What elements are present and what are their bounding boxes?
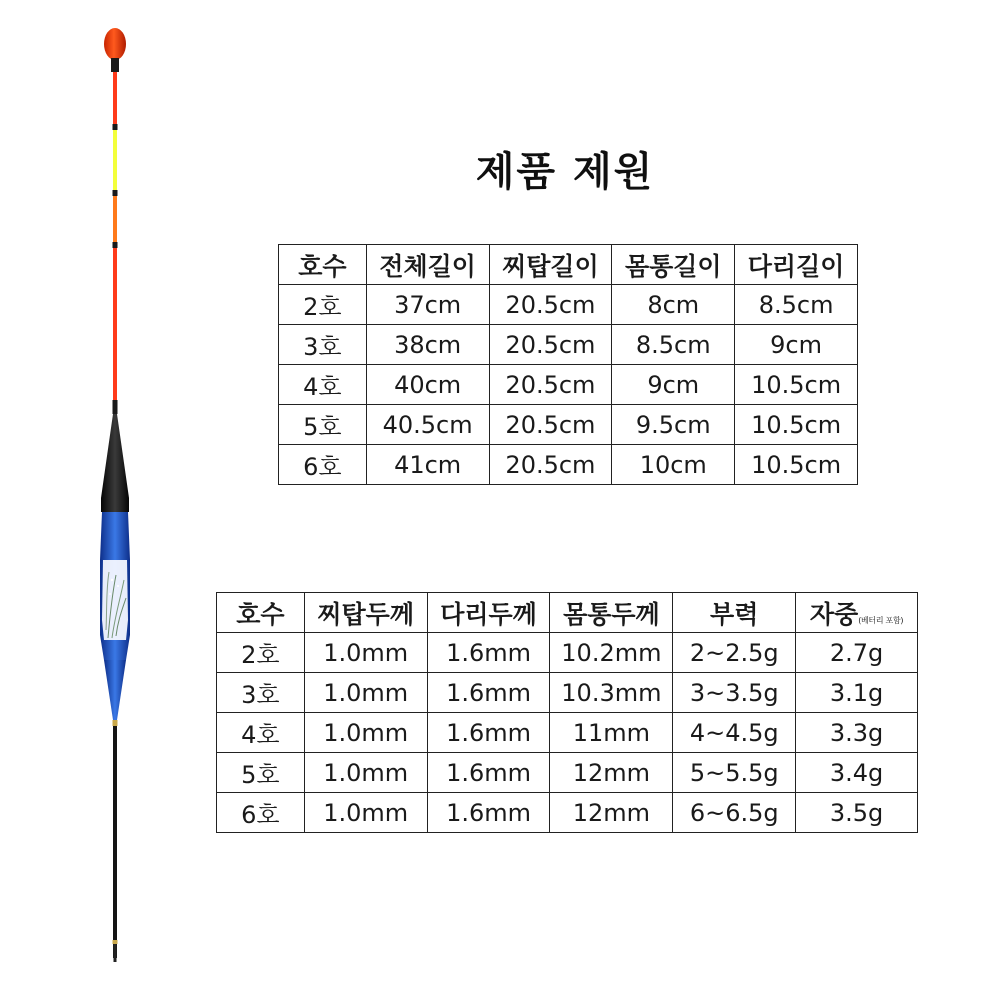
table-cell: 20.5cm bbox=[489, 325, 612, 365]
header-cell: 전체길이 bbox=[366, 245, 489, 285]
table-cell: 40.5cm bbox=[366, 405, 489, 445]
table-cell: 10cm bbox=[612, 445, 735, 485]
header-cell-weight bbox=[796, 593, 918, 633]
length-spec-table bbox=[278, 244, 858, 485]
table-cell: 10.5cm bbox=[735, 405, 858, 445]
table-cell: 1.6mm bbox=[427, 793, 550, 833]
fishing-float-image bbox=[60, 20, 180, 980]
table-cell: 8cm bbox=[612, 285, 735, 325]
table-cell: 1.0mm bbox=[304, 753, 427, 793]
table-cell: 41cm bbox=[366, 445, 489, 485]
table-cell: 10.3mm bbox=[550, 673, 673, 713]
table-cell: 4호 bbox=[279, 365, 367, 405]
stem-orange bbox=[113, 196, 117, 242]
table-row bbox=[217, 793, 918, 833]
table-header-row bbox=[279, 245, 858, 285]
table-cell: 1.0mm bbox=[304, 633, 427, 673]
table-cell: 6~6.5g bbox=[673, 793, 796, 833]
table-cell: 6호 bbox=[217, 793, 305, 833]
table-cell: 3~3.5g bbox=[673, 673, 796, 713]
table-cell: 3.3g bbox=[796, 713, 918, 753]
page-title: 제품 제원 bbox=[475, 149, 655, 195]
table-cell: 4~4.5g bbox=[673, 713, 796, 753]
header-cell: 다리두께 bbox=[427, 593, 550, 633]
table-cell: 9cm bbox=[612, 365, 735, 405]
table-cell: 8.5cm bbox=[612, 325, 735, 365]
float-tip-bulb bbox=[104, 28, 126, 60]
table-cell: 20.5cm bbox=[489, 285, 612, 325]
table-cell: 1.0mm bbox=[304, 673, 427, 713]
header-cell: 부력 bbox=[673, 593, 796, 633]
table-cell: 8.5cm bbox=[735, 285, 858, 325]
header-cell: 몸통길이 bbox=[612, 245, 735, 285]
body-black-cone bbox=[101, 414, 129, 512]
table-cell: 1.6mm bbox=[427, 673, 550, 713]
table-cell: 12mm bbox=[550, 753, 673, 793]
table-cell: 4호 bbox=[217, 713, 305, 753]
table-cell: 10.5cm bbox=[735, 365, 858, 405]
float-leg bbox=[113, 726, 117, 958]
table-cell: 11mm bbox=[550, 713, 673, 753]
stem-red-2 bbox=[113, 248, 117, 400]
table-cell: 20.5cm bbox=[489, 445, 612, 485]
table-cell: 2호 bbox=[217, 633, 305, 673]
stem-red-1 bbox=[113, 72, 117, 124]
stem-yellow bbox=[113, 130, 117, 190]
table-cell: 3.5g bbox=[796, 793, 918, 833]
header-cell: 몸통두께 bbox=[550, 593, 673, 633]
table-cell: 10.5cm bbox=[735, 445, 858, 485]
table-cell: 1.0mm bbox=[304, 793, 427, 833]
table-cell: 37cm bbox=[366, 285, 489, 325]
table-row bbox=[279, 325, 858, 365]
header-cell: 찌탑길이 bbox=[489, 245, 612, 285]
table-row bbox=[217, 633, 918, 673]
body-blue-cone bbox=[104, 660, 126, 720]
weight-header-label: 자중 bbox=[809, 599, 859, 629]
table-cell: 3호 bbox=[217, 673, 305, 713]
table-cell: 1.0mm bbox=[304, 713, 427, 753]
table-cell: 3.1g bbox=[796, 673, 918, 713]
table-cell: 3.4g bbox=[796, 753, 918, 793]
table-cell: 2호 bbox=[279, 285, 367, 325]
table-cell: 9cm bbox=[735, 325, 858, 365]
thickness-spec-table bbox=[216, 592, 918, 833]
table-cell: 1.6mm bbox=[427, 713, 550, 753]
table-row bbox=[217, 753, 918, 793]
table-cell: 2~2.5g bbox=[673, 633, 796, 673]
table-cell: 5호 bbox=[217, 753, 305, 793]
table-cell: 20.5cm bbox=[489, 365, 612, 405]
table-row bbox=[279, 285, 858, 325]
weight-note: (베터리 포함) bbox=[858, 615, 904, 625]
table-cell: 5호 bbox=[279, 405, 367, 445]
table-row bbox=[217, 673, 918, 713]
table-cell: 40cm bbox=[366, 365, 489, 405]
table-cell: 12mm bbox=[550, 793, 673, 833]
table-cell: 20.5cm bbox=[489, 405, 612, 445]
table-header-row bbox=[217, 593, 918, 633]
table-row bbox=[279, 365, 858, 405]
header-cell: 호수 bbox=[217, 593, 305, 633]
table-row bbox=[279, 405, 858, 445]
table-cell: 38cm bbox=[366, 325, 489, 365]
table-cell: 9.5cm bbox=[612, 405, 735, 445]
table-cell: 2.7g bbox=[796, 633, 918, 673]
table-row bbox=[217, 713, 918, 753]
table-cell: 3호 bbox=[279, 325, 367, 365]
table-cell: 5~5.5g bbox=[673, 753, 796, 793]
table-cell: 1.6mm bbox=[427, 633, 550, 673]
table-cell: 6호 bbox=[279, 445, 367, 485]
table-cell: 1.6mm bbox=[427, 753, 550, 793]
header-cell: 찌탑두께 bbox=[304, 593, 427, 633]
header-cell: 호수 bbox=[279, 245, 367, 285]
table-cell: 10.2mm bbox=[550, 633, 673, 673]
header-cell: 다리길이 bbox=[735, 245, 858, 285]
table-row bbox=[279, 445, 858, 485]
